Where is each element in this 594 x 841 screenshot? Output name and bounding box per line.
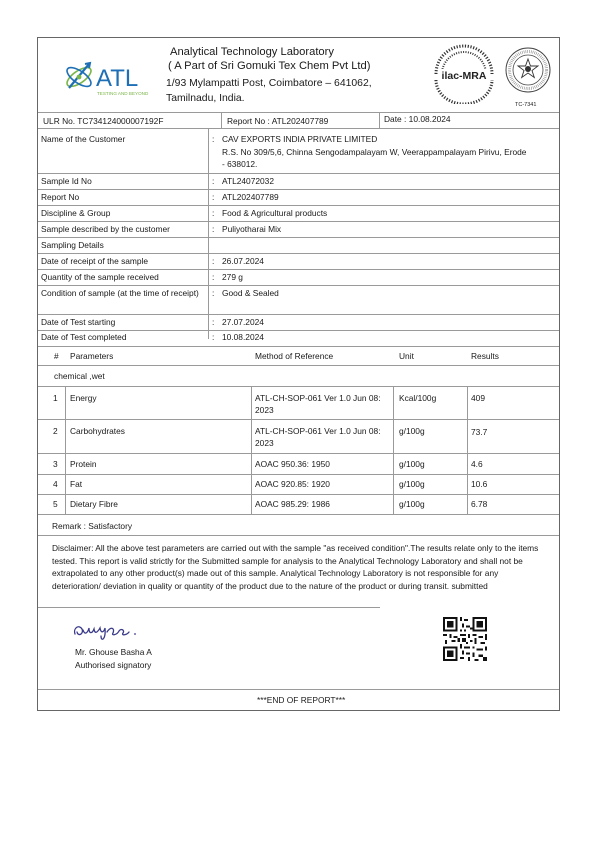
result: 4.6 <box>471 459 483 469</box>
logo-tagline: TESTING AND BEYOND <box>97 91 149 96</box>
divider <box>38 269 559 270</box>
atl-logo <box>63 56 163 98</box>
column-header: Parameters <box>70 351 114 361</box>
parameter: Dietary Fibre <box>70 499 118 509</box>
colon: : <box>212 134 215 144</box>
divider <box>38 253 559 254</box>
divider <box>38 285 559 286</box>
method: AOAC 950.36: 1950 <box>255 459 330 469</box>
divider <box>38 494 559 495</box>
report-page <box>37 37 560 711</box>
row-number: 5 <box>53 499 58 509</box>
field-value: Puliyotharai Mix <box>222 224 282 234</box>
colon: : <box>212 176 215 186</box>
customer-address-line1: R.S. No 309/5,6, Chinna Sengodampalayam W, Veerappampalayam Pirivu, Erode <box>222 147 527 157</box>
report-date: Date : 10.08.2024 <box>384 114 451 124</box>
divider <box>38 607 380 608</box>
customer-name: CAV EXPORTS INDIA PRIVATE LIMITED <box>222 134 378 144</box>
column-header: Unit <box>399 351 414 361</box>
field-label: Date of receipt of the sample <box>41 256 149 266</box>
divider <box>379 112 380 128</box>
colon: : <box>212 272 215 282</box>
report-number: Report No : ATL202407789 <box>227 116 329 126</box>
field-value: 26.07.2024 <box>222 256 264 266</box>
parameter: Energy <box>70 393 97 403</box>
unit: g/100g <box>399 426 425 436</box>
row-number: 4 <box>53 479 58 489</box>
section-label: Sampling Details <box>41 240 104 250</box>
field-label: Sample Id No <box>41 176 92 186</box>
accreditation-code: TC-7341 <box>515 102 537 108</box>
column-header: # <box>54 351 59 361</box>
divider <box>38 386 559 387</box>
end-of-report: ***END OF REPORT*** <box>257 695 346 705</box>
remark: Remark : Satisfactory <box>52 521 133 531</box>
divider <box>38 474 559 475</box>
method: AOAC 920.85: 1920 <box>255 479 330 489</box>
field-label: Date of Test starting <box>41 317 116 327</box>
row-number: 1 <box>53 393 58 403</box>
divider <box>38 535 559 536</box>
customer-label: Name of the Customer <box>41 134 126 144</box>
signatory-title: Authorised signatory <box>75 660 152 670</box>
unit: Kcal/100g <box>399 393 437 403</box>
unit: g/100g <box>399 479 425 489</box>
unit: g/100g <box>399 499 425 509</box>
field-value: Good & Sealed <box>222 288 279 298</box>
column-header: Results <box>471 351 499 361</box>
parameter: Protein <box>70 459 97 469</box>
result: 73.7 <box>471 427 488 437</box>
parameter: Carbohydrates <box>70 426 125 436</box>
row-number: 2 <box>53 426 58 436</box>
method: ATL-CH-SOP-061 Ver 1.0 Jun 08: 2023 <box>255 393 381 416</box>
parameter: Fat <box>70 479 83 489</box>
field-label: Condition of sample (at the time of receipt) <box>41 288 199 298</box>
divider <box>221 112 222 128</box>
column-header: Method of Reference <box>255 351 334 361</box>
result: 409 <box>471 393 485 403</box>
field-label: Date of Test completed <box>41 332 127 342</box>
field-value: ATL24072032 <box>222 176 274 186</box>
handwritten-signature-icon <box>71 618 155 642</box>
ilac-text: ilac-MRA <box>441 70 487 82</box>
divider <box>38 128 559 129</box>
divider <box>38 221 559 222</box>
ulr-number: ULR No. TC734124000007192F <box>43 116 164 126</box>
lab-address-line2: Tamilnadu, India. <box>166 93 245 104</box>
method: ATL-CH-SOP-061 Ver 1.0 Jun 08: 2023 <box>255 426 381 449</box>
test-group-label: chemical ,wet <box>54 371 105 381</box>
divider <box>38 189 559 190</box>
disclaimer: Disclaimer: All the above test parameters are carried out with the sample "as received condition".The results relate only to the items tested. This report is valid strictly for the Submitted sample for analysis to the Analytical Technology Laboratory and shall not be extrapolated to any other product(s) made out of this sample. Analytical Technology Laboratory is not responsible for any deterioration/ deviation in quality or quantity of the product due to the nature of the product or during transit. submitted <box>52 543 539 591</box>
result: 6.78 <box>471 499 488 509</box>
qr-code-icon <box>443 616 487 662</box>
field-value: ATL202407789 <box>222 192 279 202</box>
divider <box>38 689 559 690</box>
lab-address-line1: 1/93 Mylampatti Post, Coimbatore – 641062, <box>166 78 372 89</box>
lab-name: Analytical Technology Laboratory <box>170 46 334 58</box>
atl-atom-icon <box>64 63 94 90</box>
signatory-name: Mr. Ghouse Basha A <box>75 647 152 657</box>
divider <box>38 314 559 315</box>
divider <box>38 112 559 113</box>
unit: g/100g <box>399 459 425 469</box>
field-label: Quantity of the sample received <box>41 272 159 282</box>
sampling-details-span <box>209 238 559 253</box>
field-value: 10.08.2024 <box>222 332 264 342</box>
divider <box>38 173 559 174</box>
colon: : <box>212 224 215 234</box>
row-number: 3 <box>53 459 58 469</box>
divider <box>38 365 559 366</box>
logo-text: ATL <box>96 65 139 92</box>
colon: : <box>212 317 215 327</box>
ilac-mra-icon <box>432 44 496 104</box>
field-label: Discipline & Group <box>41 208 111 218</box>
colon: : <box>212 256 215 266</box>
method: AOAC 985.29: 1986 <box>255 499 330 509</box>
divider <box>38 514 559 515</box>
field-label: Report No <box>41 192 80 202</box>
divider <box>38 346 559 347</box>
lab-subtitle: ( A Part of Sri Gomuki Tex Chem Pvt Ltd) <box>168 60 371 72</box>
field-value: 27.07.2024 <box>222 317 264 327</box>
result: 10.6 <box>471 479 488 489</box>
colon: : <box>212 192 215 202</box>
colon: : <box>212 332 215 342</box>
field-value: 279 g <box>222 272 243 282</box>
colon: : <box>212 208 215 218</box>
divider <box>208 128 209 339</box>
divider <box>38 453 559 454</box>
divider <box>38 205 559 206</box>
accreditation-seal-icon <box>500 42 556 108</box>
field-label: Sample described by the customer <box>41 224 170 234</box>
divider <box>38 419 559 420</box>
report-header <box>38 38 559 112</box>
colon: : <box>212 288 215 298</box>
customer-address-line2: - 638012. <box>222 159 258 169</box>
field-value: Food & Agricultural products <box>222 208 328 218</box>
